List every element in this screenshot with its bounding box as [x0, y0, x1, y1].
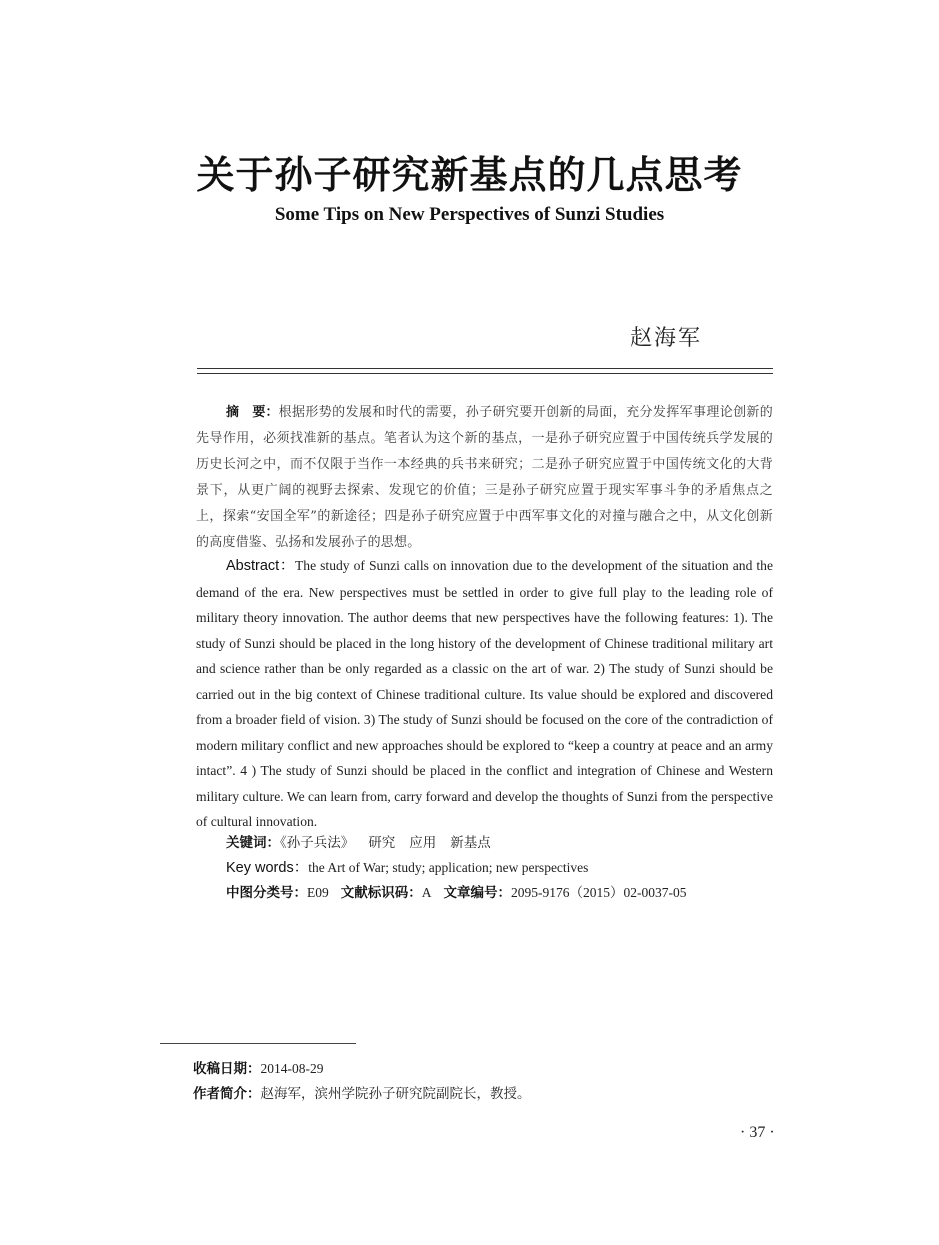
header-double-rule	[197, 368, 773, 374]
keywords-chinese-label: 关键词：	[226, 835, 280, 851]
keywords-english-label: Key words：	[226, 860, 309, 876]
author-name: 赵海军	[630, 326, 703, 351]
clc-label: 中图分类号：	[226, 885, 307, 901]
keyword-item: 应用	[409, 835, 437, 851]
classification-line	[226, 882, 786, 904]
title-english: Some Tips on New Perspectives of Sunzi Studies	[274, 204, 665, 225]
doc-code-value: A	[421, 885, 432, 900]
abstract-chinese	[196, 400, 773, 556]
abstract-chinese-text: 根据形势的发展和时代的需要，孙子研究要开创新的局面，充分发挥军事理论创新的先导作用，必须找准新的基点。笔者认为这个新的基点，一是孙子研究应置于中国传统兵学发展的历史长河之中，而不仅限于当作一本经典的兵书来研究；二是孙子研究应置于中国传统文化的大背景下，从更广阔的视野去探索、发现它的价值；三是孙子研究应置于现实军事斗争的矛盾焦点之上，探索“安国全军”的新途径；四是孙子研究应置于中西军事文化的对撞与融合之中，从文化创新的高度借鉴、弘扬和发展孙子的思想。	[196, 405, 773, 550]
footnote-received-date	[193, 1058, 793, 1080]
keyword-item: 研究	[368, 835, 396, 851]
title-chinese: 关于孙子研究新基点的几点思考	[196, 153, 743, 197]
author-bio-value: 赵海军，滨州学院孙子研究院副院长，教授。	[260, 1086, 531, 1102]
footnote-author-bio	[193, 1083, 793, 1105]
keywords-english-text: the Art of War; study; application; new perspectives	[308, 860, 589, 875]
abstract-english-text: The study of Sunzi calls on innovation due to the development of the situation and the demand of the era. New perspectives must be settled in order to give full play to the leading role of military theory innovation. The author deems that new perspectives have the following features: 1). The study of Sunzi should be placed in the long history of the development of Chinese traditional military art and science rather than be only regarded as a classic on the art of war. 2) The study of Sunzi should be carried out in the big context of Chinese traditional culture. Its value should be explored and discovered from a broader field of vision. 3) The study of Sunzi should be focused on the core of the contradiction of modern military conflict and new approaches should be explored to “keep a country at peace and an army intact”. 4 ) The study of Sunzi should be placed in the conflict and integration of Chinese and Western military culture. We can learn from, carry forward and develop the thoughts of Sunzi from the perspective of cultural innovation.	[196, 558, 774, 829]
abstract-english	[196, 553, 773, 835]
article-no-label: 文章编号：	[443, 885, 511, 901]
received-label: 收稿日期：	[193, 1061, 261, 1077]
keyword-item: 《孙子兵法》	[280, 835, 355, 851]
abstract-chinese-label: 摘 要：	[226, 405, 279, 420]
keywords-english	[226, 857, 786, 879]
page-number: · 37 ·	[740, 1124, 775, 1141]
article-no-value: 2095-9176（2015）02-0037-05	[511, 885, 687, 900]
keywords-chinese	[226, 832, 786, 854]
received-value: 2014-08-29	[260, 1061, 324, 1076]
keyword-item: 新基点	[450, 835, 491, 851]
footnote-rule	[160, 1043, 356, 1044]
clc-value: E09	[307, 885, 329, 900]
author-bio-label: 作者简介：	[193, 1086, 261, 1102]
abstract-english-label: Abstract：	[226, 558, 295, 574]
doc-code-label: 文献标识码：	[340, 885, 422, 901]
